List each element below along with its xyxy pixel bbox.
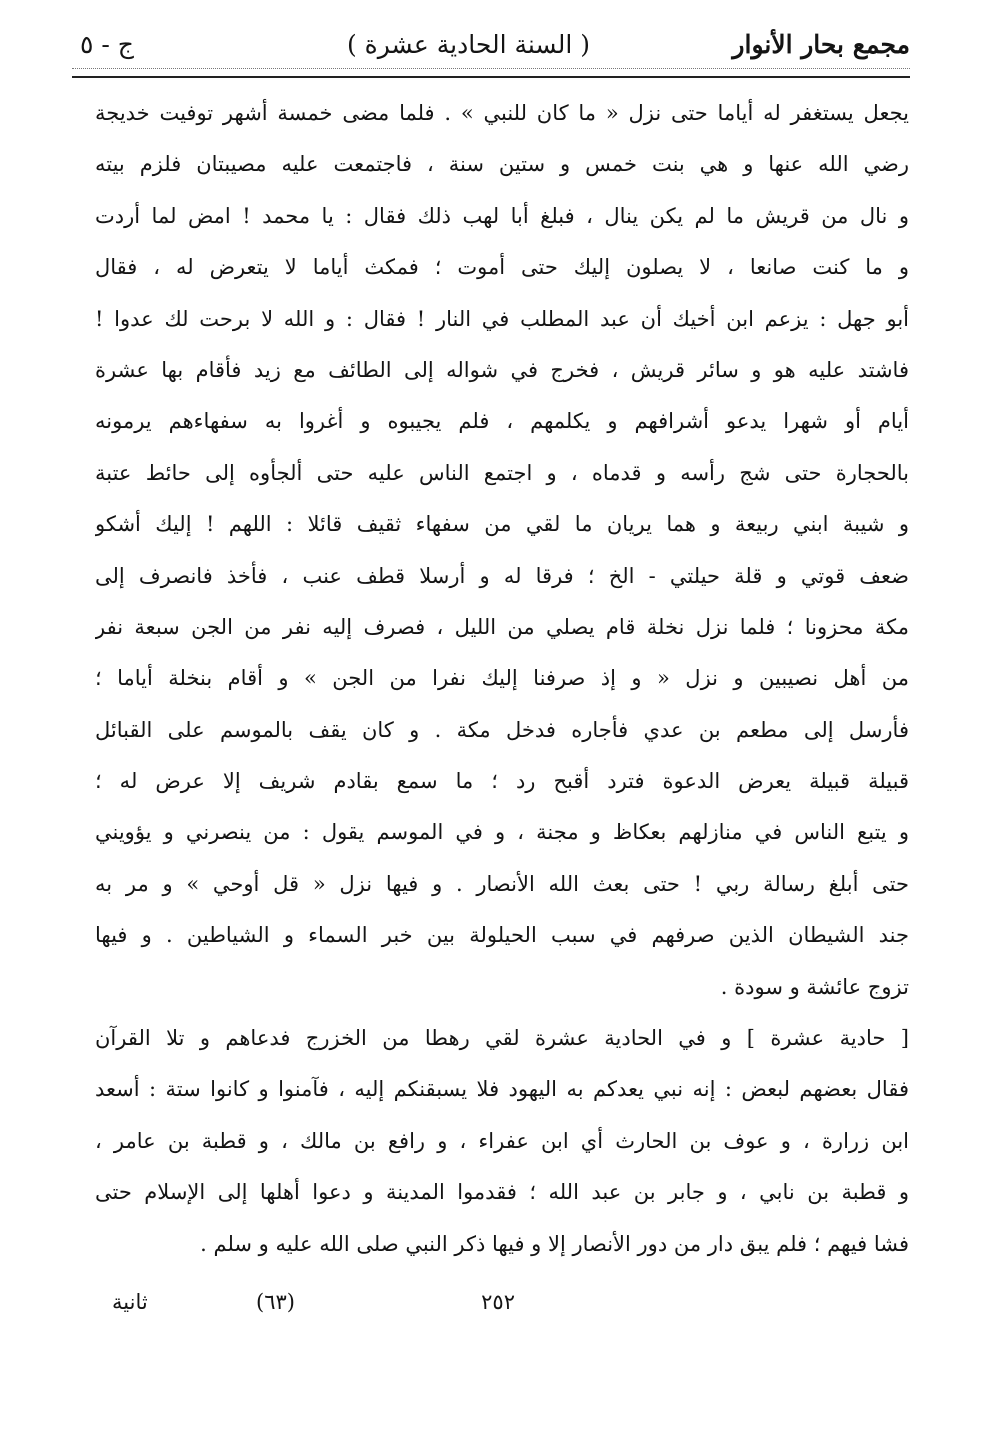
section-heading-line: [ حادية عشرة ] و في الحادية عشرة لقي رهطا من الخزرج فدعاهم و تلا القرآن — [95, 1026, 909, 1051]
text-line: و شيبة ابني ربيعة و هما يريان ما لقي من سفهاء ثقيف قائلا : اللهم ! إليك أشكو — [95, 512, 909, 537]
text-line: حتى أبلغ رسالة ربي ! حتى بعث الله الأنصار . و فيها نزل « قل أوحي » و مر به — [95, 871, 909, 896]
signature-number: (٦٣) — [256, 1290, 295, 1314]
paragraph-end-line: فشا فيهم ؛ فلم يبق دار من دور الأنصار إلا و فيها ذكر النبي صلى الله عليه و سلم . — [200, 1231, 909, 1256]
text-line: و قطبة بن نابي ، و جابر بن عبد الله ؛ فقدموا المدينة و دعوا أهلها إلى الإسلام حتى — [95, 1180, 909, 1205]
text-line: قبيلة قبيلة يعرض الدعوة فترد أقبح رد ؛ ما سمع بقادم شريف إلا عرض له ؛ — [95, 769, 909, 794]
text-line: يجعل يستغفر له أياما حتى نزل « ما كان للنبي » . فلما مضى خمسة أشهر توفيت خديجة — [95, 101, 909, 125]
text-line: أبو جهل : يزعم ابن أخيك أن عبد المطلب في النار ! فقال : و الله لا برحت لك عدوا ! — [95, 306, 909, 331]
page-footer — [100, 1290, 910, 1330]
header-rule — [72, 76, 910, 78]
running-header — [70, 24, 910, 70]
text-line: من أهل نصيبين و نزل « و إذ صرفنا إليك نفرا من الجن » و أقام بنخلة أياما ؛ — [95, 666, 909, 691]
text-line: بالحجارة حتى شج رأسه و قدماه ، و اجتمع الناس عليه حتى ألجأوه إلى حائط عتبة — [95, 460, 909, 485]
signature-label: ثانية — [112, 1290, 148, 1314]
text-line: فأرسل إلى مطعم بن عدي فأجاره فدخل مكة . و كان يقف بالموسم على القبائل — [95, 717, 909, 742]
text-line: أيام أو شهرا يدعو أشرافهم و يكلمهم ، فلم يجيبوه و أغروا به سفهاءهم يرمونه — [95, 409, 909, 434]
body-text — [95, 88, 909, 1270]
text-line: و نال من قريش ما لم يكن ينال ، فبلغ أبا لهب ذلك فقال : يا محمد ! امض لما أردت — [95, 203, 909, 228]
text-line: مكة محزونا ؛ فلما نزل نخلة قام يصلي من الليل ، فصرف إليه نفر من الجن سبعة نفر — [95, 614, 909, 639]
text-line: جند الشيطان الذين صرفهم في سبب الحيلولة بين خبر السماء و الشياطين . و فيها — [95, 923, 909, 948]
section-title: ( السنة الحادية عشرة ) — [346, 30, 590, 59]
page-number: ٢٥٢ — [481, 1290, 515, 1314]
paragraph-end-line: تزوج عائشة و سودة . — [720, 974, 909, 999]
text-line: ابن زرارة ، و عوف بن الحارث أي ابن عفراء ، و رافع بن مالك ، و قطبة بن عامر ، — [95, 1128, 909, 1153]
text-line: فقال بعضهم لبعض : إنه نبي يعدكم به اليهود فلا يسبقنكم إليه ، فآمنوا و كانوا ستة : أسعد — [95, 1077, 909, 1102]
book-title: مجمع بحار الأنوار — [732, 30, 910, 59]
text-line: ضعف قوتي و قلة حيلتي - الخ ؛ فرقا له و أرسلا قطف عنب ، فأخذ فانصرف إلى — [95, 563, 909, 588]
volume-label: ج - ٥ — [80, 30, 134, 59]
text-line: و يتبع الناس في منازلهم بعكاظ و مجنة ، و في الموسم يقول : من ينصرني و يؤويني — [95, 820, 909, 845]
text-line: فاشتد عليه هو و سائر قريش ، فخرج في شواله إلى الطائف مع زيد فأقام بها عشرة — [95, 357, 909, 382]
text-line: رضي الله عنها و هي بنت خمس و ستين سنة ، فاجتمعت عليه مصيبتان فلزم بيته — [95, 152, 909, 177]
text-line: و ما كنت صانعا ، لا يصلون إليك حتى أموت ؛ فمكث أياما لا يتعرض له ، فقال — [95, 255, 909, 280]
header-dotted-rule — [72, 68, 910, 69]
